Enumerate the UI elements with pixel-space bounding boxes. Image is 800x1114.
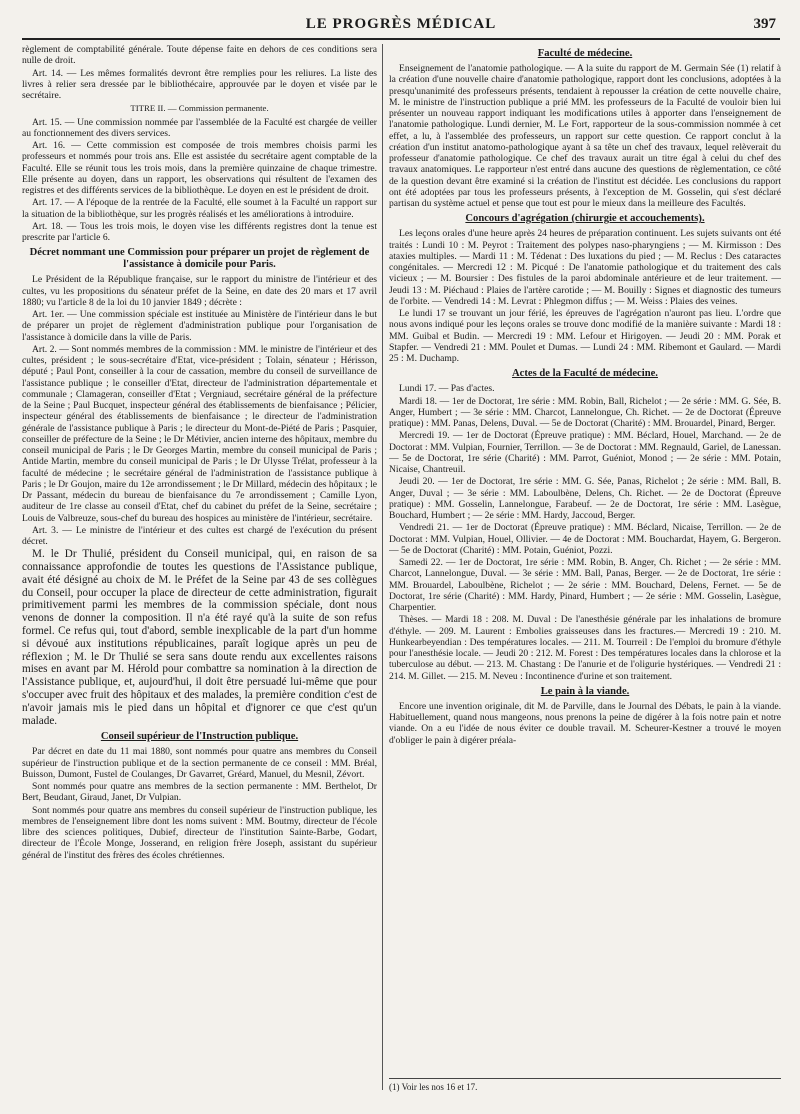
section-heading: Actes de la Faculté de médecine. xyxy=(512,368,658,380)
paragraph: Samedi 22. — 1er de Doctorat, 1re série : MM. Robin, B. Anger, Ch. Richet ; — 2e série : MM. Charcot, Lannelongue, Duval. — 3e série : MM. Ball, Panas, Berger. — 2e de Doctorat, 1re série : MM. Brouardel, Laboulbène, Richelot ; — 2e série : MM. Bouchard, Delens, Fernet. — 5e de Doctorat, 1re série (Charité) : MM. Hardy, Pinard, Humbert ; — 2e série : MM. Gosselin, Lasègue, Charpentier. xyxy=(389,557,781,613)
section-subtitle: TITRE II. — Commission permanente. xyxy=(130,103,269,114)
left-column xyxy=(22,44,377,1054)
paragraph: Art. 2. — Sont nommés membres de la commission : MM. le ministre de l'intérieur et des cultes, président ; le sous-secrétaire d'Etat, vice-président ; Tolain, sénateur ; Hérisson, député ; Paul Pont, conseiller à la cour de cassation, membre du conseil de surveillance de l'assistance publique ; le conseiller d'Etat, directeur de l'administration départementale et communale ; Clamageran, conseiller d'Etat ; Vergniaud, secrétaire général de la préfecture de la Seine ; Paul Bucquet, inspecteur général des établissements de bienfaisance ; Pélicier, inspecteur général des établissements de bienfaisance ; le directeur de l'administration générale de l'assistance publique à Paris ; le directeur du Mont-de-Piété de Paris ; Pasquier, conseiller de préfecture de la Seine ; le Dr Métivier, ancien interne des hôpitaux, membre du conseil municipal de Paris ; le Dr Georges Martin, membre du conseil municipal de Paris ; Antide Martin, membre du conseil municipal de Paris ; le Dr Ulysse Trélat, professeur à la faculté de médecine ; le secrétaire général de l'administration de l'assistance publique à Paris ; le Dr Goujon, maire du 12e arrondissement ; le Dr Millard, médecin des hôpitaux ; le Dr Passant, médecin du bureau de bienfaisance du 7e arrondissement ; Camille Lyon, auditeur de 1re classe au conseil d'Etat, chef du cabinet du préfet de la Seine, secrétaire ; Louis de Valbreuze, sous-chef du bureau des hospices au ministère de l'intérieur, secrétaire. xyxy=(22,343,377,524)
paragraph: Le Président de la République française, sur le rapport du ministre de l'intérieur et des cultes, vu les propositions du sénateur préfet de la Seine, en date des 20 mars et 17 avril 1880; vu l'article 8 de la loi du 10 janvier 1849 ; décrète : xyxy=(22,274,377,308)
journal-title: LE PROGRÈS MÉDICAL xyxy=(305,16,497,32)
paragraph: Art. 3. — Le ministre de l'intérieur et des cultes est chargé de l'exécution du présent décret. xyxy=(22,524,377,547)
paragraph: Jeudi 20. — 1er de Doctorat, 1re série : MM. G. Sée, Panas, Richelot ; 2e série : MM. Ball, B. Anger, Duval ; — 3e série : MM. Laboulbène, Delens, Ch. Richet. — 2e de Doctorat (Épreuve pratique) : MM. Gosselin, Lannelongue, Farabeuf. — 2e de Doctorat, 1re série : MM. Lasègue, Bouchard, Humbert ; — 2e série : MM. Hardy, Jaccoud, Berger. xyxy=(389,476,781,521)
paragraph: Art. 15. — Une commission nommée par l'assemblée de la Faculté est chargée de veiller au fonctionnement des divers services. xyxy=(22,116,377,139)
paragraph: Mardi 18. — 1er de Doctorat, 1re série : MM. Robin, Ball, Richelot ; — 2e série : MM. G. Sée, B. Anger, Humbert ; — 3e série : MM. Charcot, Lannelongue, Ch. Richet. — 2e de Doctorat (Épreuve pratique) : MM. Panas, Delens, Duval. — 5e de Doctorat (Charité) : MM. Brouardel, Pinard, Berger. xyxy=(389,395,781,429)
page-number: 397 xyxy=(753,16,776,32)
footnote: (1) Voir les nos 16 et 17. xyxy=(389,1078,781,1092)
paragraph: Art. 1er. — Une commission spéciale est instituée au Ministère de l'intérieur dans le but de préparer un projet de règlement d'administration publique pour l'organisation de l'assistance à domicile dans la ville de Paris. xyxy=(22,309,377,343)
page-header xyxy=(22,16,780,40)
paragraph: Encore une invention originale, dit M. de Parville, dans le Journal des Débats, le pain à la viande. Habituellement, quand nous mangeons, nous prenons la peine de digérer à la fois notre pain et notre viande. On a eu l'idée de nous éviter ce double travail. M. Scheurer-Kestner a trouvé le moyen d'obliger le pain à digérer préala- xyxy=(389,700,781,746)
right-column xyxy=(389,44,781,1054)
paragraph: Art. 14. — Les mêmes formalités devront être remplies pour les reliures. La liste des livres à relier sera dressée par le bibliothécaire, approuvée par le doyen et visée par le secrétaire. xyxy=(22,67,377,101)
paragraph: Art. 17. — A l'époque de la rentrée de la Faculté, elle soumet à la Faculté un rapport sur la situation de la bibliothèque, sur les progrès réalisés et les améliorations à introduire. xyxy=(22,197,377,220)
paragraph: Enseignement de l'anatomie pathologique. — A la suite du rapport de M. Germain Sée (1) relatif à la création d'une nouvelle chaire d'anatomie pathologique, rapport dont les conclusions, adoptées à la presqu'unanimité des professeurs présents, tendaient à repousser la création de cette nouvelle chaire, M. le ministre de l'instruction publique a prié MM. les professeurs de la Faculté de vouloir bien lui présenter un nouveau rapport indiquant les modifications utiles à apporter dans l'enseignement de l'anatomie pathologique. Lundi dernier, M. Le Fort, rapporteur de la sous-commission nommée à cet effet, a lu, à l'assemblée des professeurs, un rapport sur cette question. Ce rapport conclut à la création d'un institut anatomo-pathologique ayant à sa tête un chef des travaux, lequel relèverait du professeur d'anatomie pathologique. Ce chef des travaux aurait un titre égal à celui du chef des travaux anatomiques. Le rapporteur n'est entré dans aucune des questions de règlementation, ce côté de la question devant être examiné si la création de l'institut est décidée. Les conclusions du rapport ont été adoptées par tous les professeurs présents, à l'exception de M. Gosselin, qui s'est déclaré partisan du système actuel et pense que tout est pour le mieux dans la meilleure des Facultés. xyxy=(389,63,781,209)
paragraph: Par décret en date du 11 mai 1880, sont nommés pour quatre ans membres du Conseil supérieur de l'instruction publique et de la section permanente de ce conseil : MM. Bréal, Buisson, Dumont, Fustel de Coulanges, Dr Gavarret, Gréard, Manuel, du Mesnil, Zévort. xyxy=(22,746,377,780)
paragraph: règlement de comptabilité générale. Toute dépense faite en dehors de ces conditions sera nulle de droit. xyxy=(22,44,377,67)
paragraph: Les leçons orales d'une heure après 24 heures de préparation continuent. Les sujets suivants ont été traités : Lundi 10 : M. Peyrot : Traitement des polypes naso-pharyngiens ; — M. Kirmisson : Des ataxies multiples. — Mardi 11 : M. Tédenat : Des luxations du pied ; — M. Reclus : Des cataractes congénitales. — Mercredi 12 : M. Picqué : De l'anatomie pathologique et du traitement des cals vicieux ; — M. Boursier : Des fistules de la paroi abdominale antérieure et de leur traitement. — Jeudi 13 : M. Piéchaud : Plaies de l'artère carotide ; — M. Bouilly : Signes et diagnostic des tumeurs de l'orbite. — Vendredi 14 : M. Levrat : Phlegmon diffus ; — M. Weiss : Plaies des veines. xyxy=(389,228,781,307)
section-heading: Le pain à la viande. xyxy=(540,685,630,697)
section-heading: Concours d'agrégation (chirurgie et accouchements). xyxy=(465,213,705,225)
paragraph: Art. 18. — Tous les trois mois, le doyen vise les différents registres dont la tenue est prescrite par l'article 6. xyxy=(22,220,377,243)
paragraph: Vendredi 21. — 1er de Doctorat (Épreuve pratique) : MM. Béclard, Nicaise, Terrillon. — 2e de Doctorat : MM. Vulpian, Houel, Ollivier. — 4e de Doctorat : MM. Bouchardat, Hayem, G. Bergeron. — 5e de Doctorat (Charité) : MM. Potain, Guéniot, Pozzi. xyxy=(389,522,781,556)
paragraph: Mercredi 19. — 1er de Doctorat (Épreuve pratique) : MM. Béclard, Houel, Marchand. — 2e de Doctorat : MM. Vulpian, Fournier, Terrillon. — 3e de Doctorat : MM. Regnauld, Gariel, de Lanessan. — 5e de Doctorat, 1re série (Charité) : MM. Parrot, Guéniot, Monod ; — 2e série : MM. Potain, Nicaise, Chantreuil. xyxy=(389,430,781,475)
paragraph: Thèses. — Mardi 18 : 208. M. Duval : De l'anesthésie générale par les inhalations de bromure d'éthyle. — 209. M. Laurent : Embolies graisseuses dans les fractures.— Mercredi 19 : 210. M. Hunkearbeyendian : Des températures locales. — 211. M. Tourreil : De l'emploi du bromure d'éthyle pour l'anesthésie locale. — Jeudi 20 : 212. M. Forest : Des températures locales dans la chlorose et la tuberculose au début. — 213. M. Chastang : De l'anurie et de l'oligurie hystériques. — Vendredi 21 : 214. M. Gillet. — 215. M. Neveu : Incontinence d'urine et son traitement. xyxy=(389,614,781,682)
section-heading: Conseil supérieur de l'Instruction publique. xyxy=(100,731,299,743)
section-heading: Décret nommant une Commission pour préparer un projet de règlement de l'assistance à domicile pour Paris. xyxy=(29,247,370,271)
paragraph: Art. 16. — Cette commission est composée de trois membres choisis parmi les professeurs et nommés pour trois ans. Elle est assistée du secrétaire agent comptable de la Faculté. Elle se réunit tous les trois mois, dans la première quinzaine de chaque trimestre. Elle présente au doyen, dans un rapport, les observations qui résultent de l'examen des registres et des différents services de la bibliothèque. Le doyen en est le président de droit. xyxy=(22,140,377,196)
column-divider xyxy=(382,44,383,1090)
paragraph: Sont nommés pour quatre ans membres du conseil supérieur de l'instruction publique, les membres de l'enseignement libre dont les noms suivent : MM. Boutmy, directeur de l'école libre des sciences politiques, Dubief, directeur de l'institution Sainte-Barbe, Godart, directeur de l'École Monge, Josserand, en religion frère Joseph, assistant du supérieur général de l'institut des frères des écoles chrétiennes. xyxy=(22,804,377,861)
paragraph: Le lundi 17 se trouvant un jour férié, les épreuves de l'agrégation n'auront pas lieu. L'ordre que nous avons indiqué pour les leçons orales se trouve donc modifié de la manière suivante : Mardi 18 : MM. Guibal et Budin. — Mercredi 19 : MM. Lefour et Hirigoyen. — Jeudi 20 : MM. Porak et Stapfer. — Vendredi 21 : MM. Poulet et Dumas. — Lundi 24 : MM. Ribemont et Gaulard. — Mardi 25 : M. Duchamp. xyxy=(389,308,781,364)
paragraph: Lundi 17. — Pas d'actes. xyxy=(399,383,495,395)
section-heading: Faculté de médecine. xyxy=(537,48,633,59)
paragraph: Sont nommés pour quatre ans membres de la section permanente : MM. Berthelot, Dr Bert, Beudant, Giraud, Janet, Dr Vulpian. xyxy=(22,781,377,804)
paragraph: M. le Dr Thulié, président du Conseil municipal, qui, en raison de sa connaissance approfondie de toutes les questions de l'Assistance publique, avait été désigné au choix de M. le Préfet de la Seine par 43 de ses collègues du Conseil, pour occuper la place de directeur de cette administration, figurait primitivement parmi les membres de la commission spéciale, dont nous venons de donner la composition. Il n'a été rayé qu'à la suite de son refus formel. Ce refus qui, tout d'abord, semble inexplicable de la part d'un homme si dévoué aux institutions républicaines, paraît logique après un peu de réflexion ; M. le Dr Thulié se sera sans doute rendu aux excellentes raisons mises en avant par M. Hérold pour combattre sa nomination à la direction de l'Assistance publique, et, aujourd'hui, il doit être persuadé lui-même que pour s'occuper avec fruit des hôpitaux et des malades, la première condition c'est de n'avoir jamais mis le pied dans un hôpital et d'ignorer ce que c'est qu'un malade. xyxy=(22,548,377,727)
